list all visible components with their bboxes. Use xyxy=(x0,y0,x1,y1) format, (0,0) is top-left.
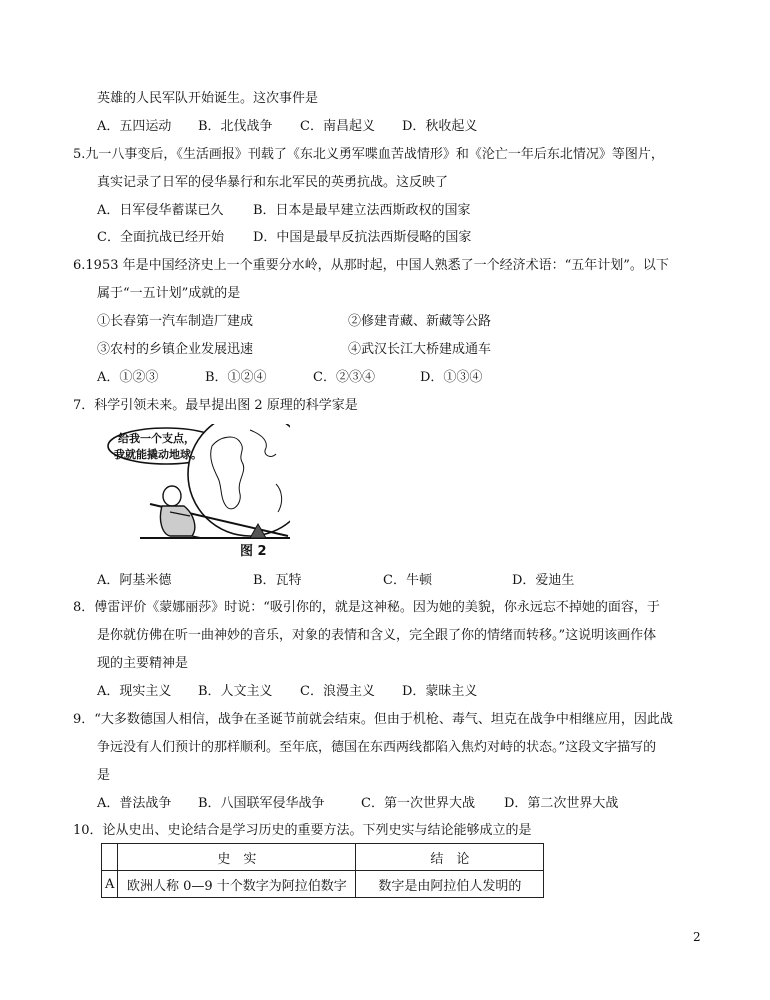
table-row-fact: 欧洲人称 0—9 十个数字为阿拉伯数字 xyxy=(118,871,356,898)
figure-2-archimedes xyxy=(100,424,290,558)
q5-stem-line1: 5.九一八事变后，《生活画报》刊载了《东北义勇军喋血苦战情形》和《沦亡一年后东北情况》等图片， xyxy=(73,147,664,162)
q5-option-b: B．日本是最早建立法西斯政权的国家 xyxy=(253,203,471,218)
q4-option-c: C．南昌起义 xyxy=(300,119,375,134)
fact-conclusion-table xyxy=(101,843,544,898)
q9-stem-line3: 是 xyxy=(97,768,111,783)
q6-option-a: A．①②③ xyxy=(97,370,159,385)
q8-option-a: A．现实主义 xyxy=(97,684,172,699)
q9-option-d: D．第二次世界大战 xyxy=(504,796,619,811)
speech-bubble-line1: 给我一个支点， xyxy=(118,432,195,445)
q7-stem: 7．科学引领未来。最早提出图 2 原理的科学家是 xyxy=(73,398,358,413)
q6-item-2: ②修建青藏、新藏等公路 xyxy=(348,314,492,329)
q6-stem-line1: 6.1953 年是中国经济史上一个重要分水岭，从那时起，中国人熟悉了一个经济术语：“五年计划”。以下 xyxy=(73,258,669,273)
q8-option-b: B．人文主义 xyxy=(198,684,273,699)
q4-option-b: B．北伐战争 xyxy=(198,119,273,134)
q8-stem-line1: 8．傅雷评价《蒙娜丽莎》时说：“吸引你的，就是这神秘。因为她的美貌，你永远忘不掉她的面容，于 xyxy=(73,600,660,615)
speech-bubble-line2: 我就能撬动地球。 xyxy=(114,448,202,461)
q10-stem: 10．论从史出、史论结合是学习历史的重要方法。下列史实与结论能够成立的是 xyxy=(73,823,532,838)
q6-item-4: ④武汉长江大桥建成通车 xyxy=(348,342,492,357)
q9-stem-line1: 9．“大多数德国人相信，战争在圣诞节前就会结束。但由于机枪、毒气、坦克在战争中相继应用，因此战 xyxy=(73,712,673,727)
q5-option-a: A．日军侵华蓄谋已久 xyxy=(97,203,224,218)
q9-stem-line2: 争远没有人们预计的那样顺利。至年底，德国在东西两线都陷入焦灼对峙的状态。”这段文字描写的 xyxy=(97,740,657,755)
q5-stem-line2: 真实记录了日军的侵华暴行和东北军民的英勇抗战。这反映了 xyxy=(97,175,449,190)
table-row-conclusion: 数字是由阿拉伯人发明的 xyxy=(356,871,544,898)
q6-stem-line2: 属于“一五计划”成就的是 xyxy=(97,286,241,301)
q8-stem-line3: 现的主要精神是 xyxy=(97,656,189,671)
table-header-conclusion: 结 论 xyxy=(356,844,544,871)
page-number: 2 xyxy=(693,930,701,944)
q4-option-d: D．秋收起义 xyxy=(402,119,478,134)
q9-option-b: B．八国联军侵华战争 xyxy=(198,796,325,811)
table-header-row xyxy=(102,844,544,871)
q9-option-a: A．普法战争 xyxy=(97,796,172,811)
q9-option-c: C．第一次世界大战 xyxy=(361,796,475,811)
q4-stem-cont: 英雄的人民军队开始诞生。这次事件是 xyxy=(97,91,319,106)
q6-item-3: ③农村的乡镇企业发展迅速 xyxy=(97,342,254,357)
figure-caption: 图 2 xyxy=(240,544,267,559)
q6-option-c: C．②③④ xyxy=(313,370,375,385)
q8-stem-line2: 是你就仿佛在听一曲神妙的音乐，对象的表情和含义，完全跟了你的情绪而转移。”这说明该画作体 xyxy=(97,628,657,643)
table-row-label: A xyxy=(102,871,118,898)
table-header-label xyxy=(102,844,118,871)
q6-option-d: D．①③④ xyxy=(420,370,483,385)
table-header-fact: 史 实 xyxy=(118,844,356,871)
q4-option-a: A．五四运动 xyxy=(97,119,172,134)
q6-option-b: B．①②④ xyxy=(205,370,267,385)
table-row xyxy=(102,871,544,898)
q8-option-d: D．蒙昧主义 xyxy=(402,684,478,699)
q7-option-d: D．爱迪生 xyxy=(512,573,575,588)
q7-option-a: A．阿基米德 xyxy=(97,573,172,588)
q6-item-1: ①长春第一汽车制造厂建成 xyxy=(97,314,254,329)
q5-option-d: D．中国是最早反抗法西斯侵略的国家 xyxy=(253,230,472,245)
q7-option-c: C．牛顿 xyxy=(383,573,432,588)
q8-option-c: C．浪漫主义 xyxy=(300,684,375,699)
q5-option-c: C．全面抗战已经开始 xyxy=(97,230,224,245)
q7-option-b: B．瓦特 xyxy=(253,573,302,588)
